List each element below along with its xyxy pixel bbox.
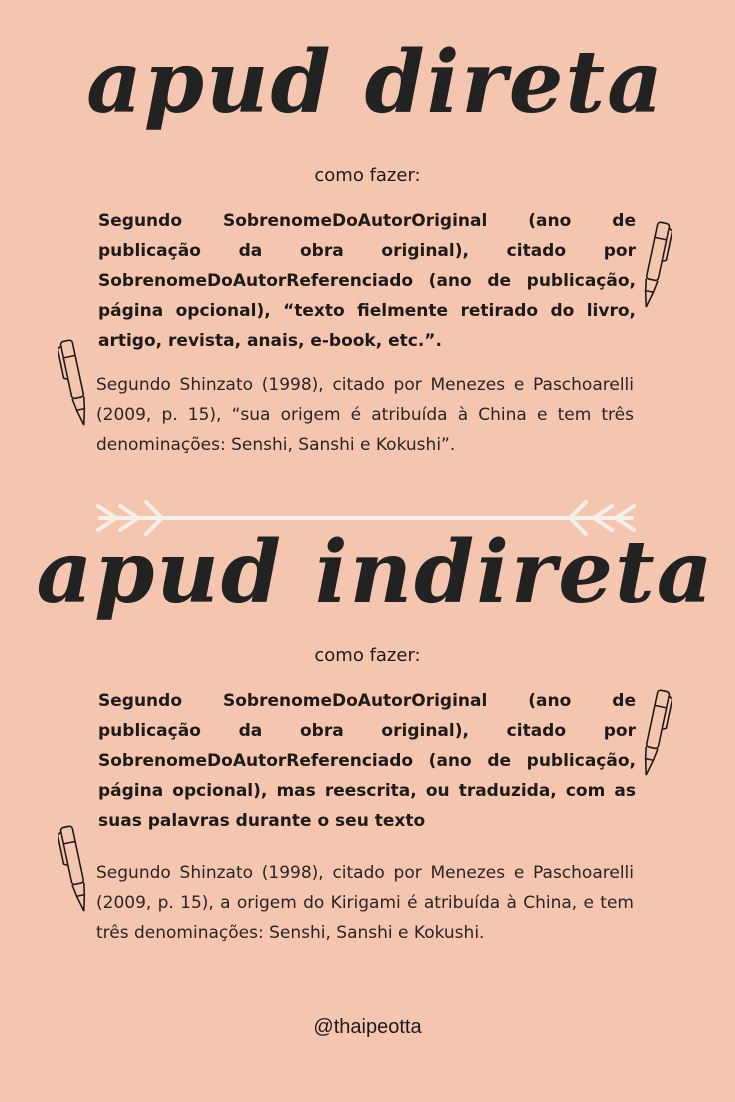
pen-icon (638, 686, 672, 782)
subtitle-como-fazer: como fazer: (314, 645, 421, 666)
subtitle-como-fazer: como fazer: (314, 165, 421, 186)
example-paragraph: Segundo Shinzato (1998), citado por Menezes e Paschoarelli (2009, p. 15), a origem do Kirigami é atribuída à China, e tem três denominações: Senshi, Sanshi e Kokushi. (96, 863, 634, 943)
pen-icon (58, 822, 92, 918)
example-paragraph: Segundo Shinzato (1998), citado por Menezes e Paschoarelli (2009, p. 15), “sua origem é atribuída à China e tem três denominações: Senshi, Sanshi e Kokushi”. (96, 375, 634, 455)
title-apud-direta: apud direta (86, 32, 665, 133)
pen-icon (58, 336, 92, 432)
template-paragraph: Segundo SobrenomeDoAutorOriginal (ano de publicação da obra original), citado por SobrenomeDoAutorReferenciado (ano de publicação, página opcional), mas reescrita, ou traduzida, com as suas palavras durante o seu texto (98, 691, 636, 831)
author-handle: @thaipeotta (313, 1016, 422, 1038)
template-paragraph: Segundo SobrenomeDoAutorOriginal (ano de publicação da obra original), citado por SobrenomeDoAutorReferenciado (ano de publicação, página opcional), “texto fielmente retirado do livro, artigo, revista, anais, e-book, etc.”. (98, 211, 636, 351)
pen-icon (638, 218, 672, 314)
title-apud-indireta: apud indireta (36, 522, 715, 623)
